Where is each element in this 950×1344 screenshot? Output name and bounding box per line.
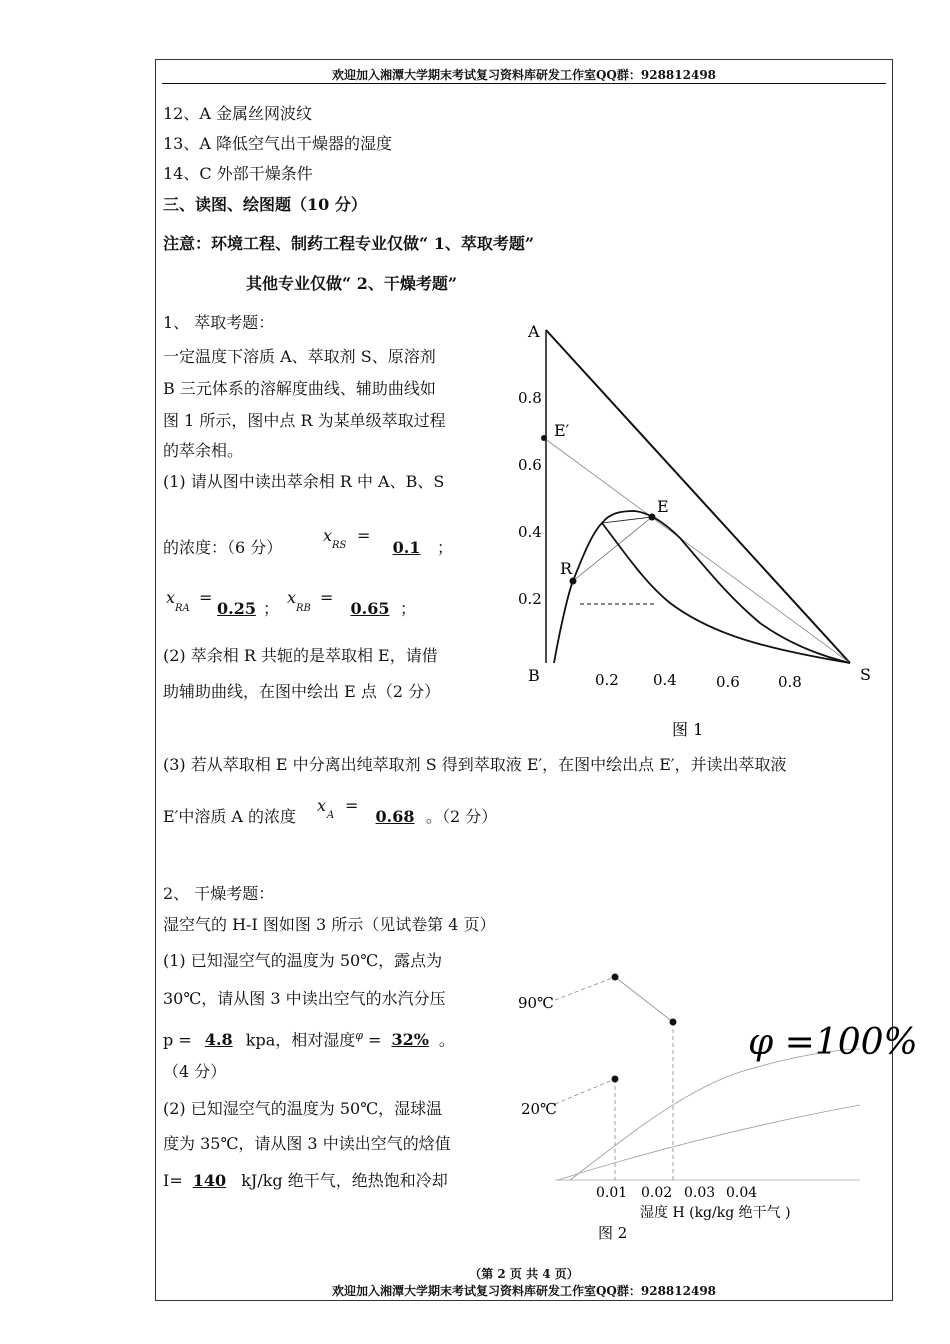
fig1-x-tick: 0.8 xyxy=(778,673,802,691)
fig1-x-tick: 0.4 xyxy=(653,671,677,689)
semicolon: ； xyxy=(400,599,417,618)
fig1-caption: 图 1 xyxy=(672,720,704,739)
q2-part2-line1: (2) 已知湿空气的温度为 50℃，湿球温 xyxy=(163,1099,443,1118)
subscript-rb: RB xyxy=(296,603,311,614)
footer-page-number: （第 2 页 共 4 页） xyxy=(469,1267,579,1281)
q1-part1-line1: (1) 请从图中读出萃余相 R 中 A、B、S xyxy=(163,472,445,491)
x-symbol: x xyxy=(287,588,297,607)
q1-part3-line1: (3) 若从萃取相 E 中分离出纯萃取剂 S 得到萃取液 E′，在图中绘出点 E′，并读出萃取液 xyxy=(163,755,787,774)
fig1-auxiliary-curve xyxy=(602,523,850,663)
answer-12: 12、A 金属丝网波纹 xyxy=(163,104,313,123)
section3-note-2: 其他专业仅做“ 2、干燥考题” xyxy=(246,274,458,293)
q2-part1-line1: (1) 已知湿空气的温度为 50℃，露点为 xyxy=(163,951,443,970)
answer-xrb: 0.65 xyxy=(350,599,390,618)
q1-intro-1: 一定温度下溶质 A、萃取剂 S、原溶剂 xyxy=(163,347,436,366)
fig2-label-20: 20℃ xyxy=(521,1100,557,1118)
subscript-rs: RS xyxy=(332,540,347,551)
fig1-label-r: R xyxy=(560,559,573,578)
subscript-ra: RA xyxy=(175,603,190,614)
fig1-x-tick: 0.2 xyxy=(595,671,619,689)
semicolon: ； xyxy=(263,599,280,618)
fig1-point-e-dot xyxy=(649,514,656,521)
subscript-a: A xyxy=(327,810,335,821)
q1-intro-2: B 三元体系的溶解度曲线、辅助曲线如 xyxy=(163,379,436,398)
q1-part3-suffix: 。（2 分） xyxy=(426,807,498,826)
q2-i-label: I= xyxy=(163,1171,183,1190)
fig1-point-r-dot xyxy=(570,578,577,585)
q1-intro-4: 的萃余相。 xyxy=(163,441,244,460)
fig1-y-tick: 0.8 xyxy=(518,389,542,407)
footer-banner: 欢迎加入湘潭大学期末考试复习资料库研发工作室QQ群：928812498 xyxy=(331,1284,717,1298)
fig1-label-eprime: E′ xyxy=(554,421,570,440)
fig2-phi-label: φ =100% xyxy=(748,1022,918,1063)
fig1-label-e: E xyxy=(657,497,669,516)
semicolon: ； xyxy=(437,538,454,557)
fig1-y-tick: 0.4 xyxy=(518,523,542,541)
fig1-vertex-a: A xyxy=(528,322,540,341)
fig2-x-tick: 0.03 xyxy=(684,1185,716,1201)
figure-2 xyxy=(510,962,918,1244)
q2-p-unit: kpa，相对湿度 xyxy=(240,1030,356,1050)
q2-phi-eq: = xyxy=(362,1030,382,1050)
fig1-y-tick: 0.6 xyxy=(518,456,542,474)
fig2-point-a xyxy=(612,974,619,981)
fig1-point-eprime-dot xyxy=(541,435,547,441)
header-rule xyxy=(162,83,886,84)
header-banner: 欢迎加入湘潭大学期末考试复习资料库研发工作室QQ群：928812498 xyxy=(331,68,717,82)
fig1-vertex-s: S xyxy=(860,665,871,684)
answer-xrs: 0.1 xyxy=(392,538,421,557)
fig2-phi-curve xyxy=(558,1105,860,1180)
fig1-y-tick: 0.2 xyxy=(518,590,542,608)
x-symbol: x xyxy=(323,526,333,545)
fig2-caption: 图 2 xyxy=(598,1224,628,1242)
fig2-x-tick: 0.04 xyxy=(726,1185,758,1201)
answer-p: 4.8 xyxy=(204,1030,233,1050)
answer-phi: 32% xyxy=(391,1030,429,1050)
equals-sign: = xyxy=(199,588,213,607)
fig2-isotherm-90 xyxy=(615,977,673,1022)
fig2-x-tick: 0.01 xyxy=(596,1185,628,1201)
q2-heading: 2、 干燥考题： xyxy=(163,884,275,903)
q1-heading: 1、 萃取考题： xyxy=(163,313,275,332)
q2-part1-score: （4 分） xyxy=(163,1062,227,1081)
q1-part2-line1: (2) 萃余相 R 共轭的是萃取相 E，请借 xyxy=(163,646,438,665)
fig1-auxiliary-hint xyxy=(602,517,652,523)
fig1-vertex-b: B xyxy=(528,666,540,685)
q2-part2-line3 xyxy=(163,1171,448,1191)
equals-sign: = xyxy=(357,526,371,545)
answer-13: 13、A 降低空气出干燥器的湿度 xyxy=(163,134,393,153)
answer-14: 14、C 外部干燥条件 xyxy=(163,164,313,183)
fig1-hypotenuse xyxy=(546,330,850,663)
q1-part3-line2: E′中溶质 A 的浓度 xyxy=(163,807,297,826)
figure-1 xyxy=(510,318,890,746)
q2-period: 。 xyxy=(438,1030,455,1050)
fig2-dashed-90 xyxy=(555,977,615,1000)
q2-i-unit: kJ/kg 绝干气，绝热饱和冷却 xyxy=(236,1171,448,1190)
section3-title: 三、读图、绘图题（10 分） xyxy=(163,195,367,214)
fig2-saturation-curve xyxy=(570,1049,860,1180)
q1-part1-line2: 的浓度：（6 分） xyxy=(163,538,283,557)
phi-symbol: φ xyxy=(355,1029,363,1042)
fig2-point-c xyxy=(612,1076,619,1083)
q1-intro-3: 图 1 所示，图中点 R 为某单级萃取过程 xyxy=(163,411,446,430)
fig2-x-axis-label: 湿度 H (kg/kg 绝干气 ) xyxy=(640,1205,791,1221)
q1-part2-line2: 助辅助曲线，在图中绘出 E 点（2 分） xyxy=(163,682,441,701)
x-symbol: x xyxy=(317,796,327,815)
q2-p-label: p = xyxy=(163,1030,197,1050)
equals-sign: = xyxy=(320,588,334,607)
fig2-dashed-20 xyxy=(555,1079,615,1104)
answer-i: 140 xyxy=(192,1171,227,1190)
fig2-point-b xyxy=(670,1019,677,1026)
fig2-x-tick: 0.02 xyxy=(641,1185,673,1201)
fig1-eprime-tie-line xyxy=(544,438,850,663)
equals-sign: = xyxy=(345,796,359,815)
q2-part1-line3 xyxy=(163,1026,455,1050)
fig1-x-tick: 0.6 xyxy=(716,673,740,691)
q2-part1-line2: 30℃，请从图 3 中读出空气的水汽分压 xyxy=(163,989,446,1008)
answer-xra: 0.25 xyxy=(217,599,256,618)
section3-note-1: 注意：环境工程、制药工程专业仅做“ 1、萃取考题” xyxy=(163,234,535,253)
answer-xa: 0.68 xyxy=(375,807,415,826)
fig1-solubility-curve xyxy=(554,511,850,663)
q2-intro: 湿空气的 H-I 图如图 3 所示（见试卷第 4 页） xyxy=(163,915,496,934)
fig2-label-90: 90℃ xyxy=(518,994,554,1012)
x-symbol: x xyxy=(166,588,176,607)
q2-part2-line2: 度为 35℃，请从图 3 中读出空气的焓值 xyxy=(163,1134,451,1153)
